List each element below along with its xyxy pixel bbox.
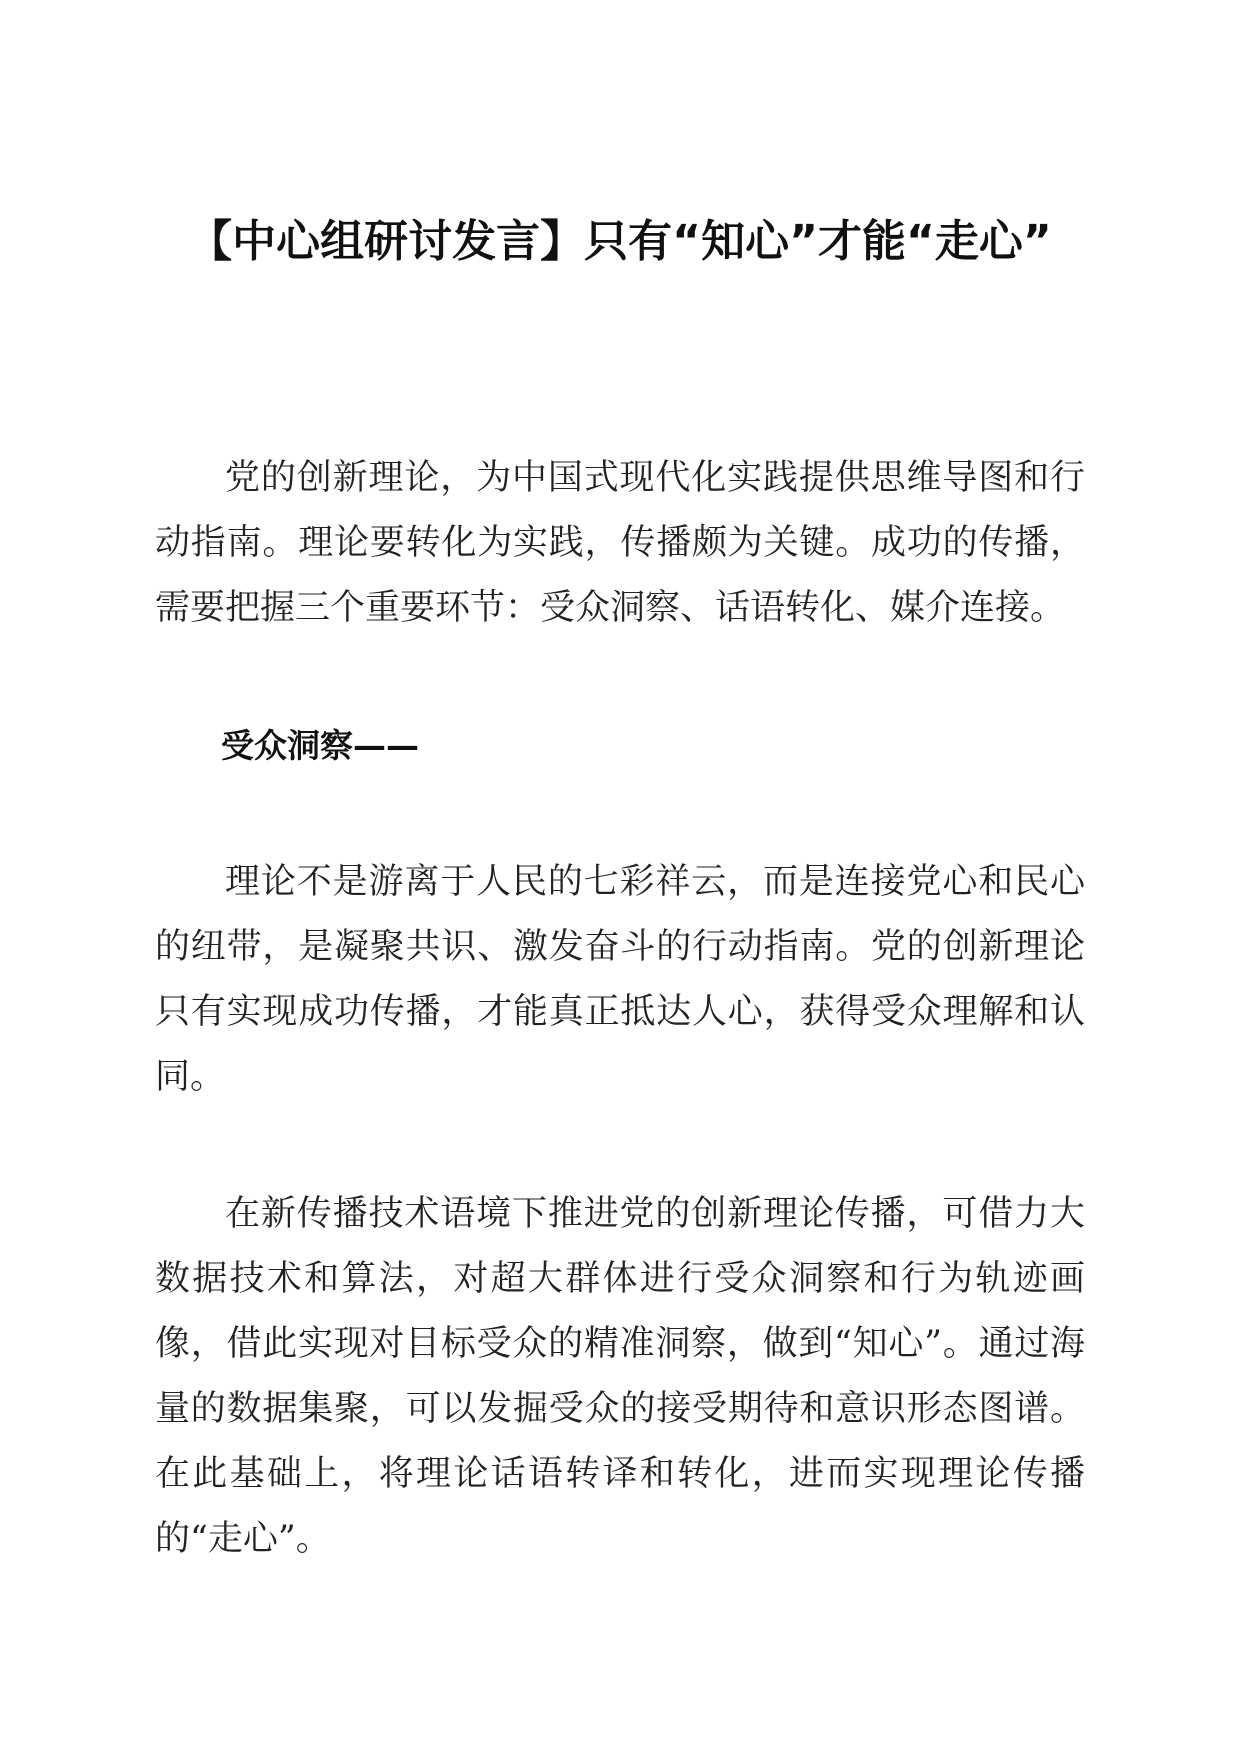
paragraph-spacer (155, 641, 1085, 713)
paragraph-spacer (155, 778, 1085, 850)
section-heading: 受众洞察—— (221, 726, 419, 765)
document-title: 【中心组研讨发言】只有“知心”才能“走心” (188, 216, 1052, 267)
paragraph-intro: 党的创新理论，为中国式现代化实践提供思维导图和行动指南。理论要转化为实践，传播颇为关键。成功的传播，需要把握三个重要环节：受众洞察、话语转化、媒介连接。 (155, 458, 1085, 628)
paragraph-spacer (155, 1110, 1085, 1182)
paragraph-theory: 理论不是游离于人民的七彩祥云，而是连接党心和民心的纽带，是凝聚共识、激发奋斗的行动指南。党的创新理论只有实现成功传播，才能真正抵达人心，获得受众理解和认同。 (155, 862, 1085, 1097)
paragraph-technology: 在新传播技术语境下推进党的创新理论传播，可借力大数据技术和算法，对超大群体进行受众洞察和行为轨迹画像，借此实现对目标受众的精准洞察，做到“知心”。通过海量的数据集聚，可以发掘受众的接受期待和意识形态图谱。在此基础上，将理论话语转译和转化，进而实现理论传播的“走心”。 (155, 1194, 1085, 1559)
document-body (155, 446, 1085, 1572)
